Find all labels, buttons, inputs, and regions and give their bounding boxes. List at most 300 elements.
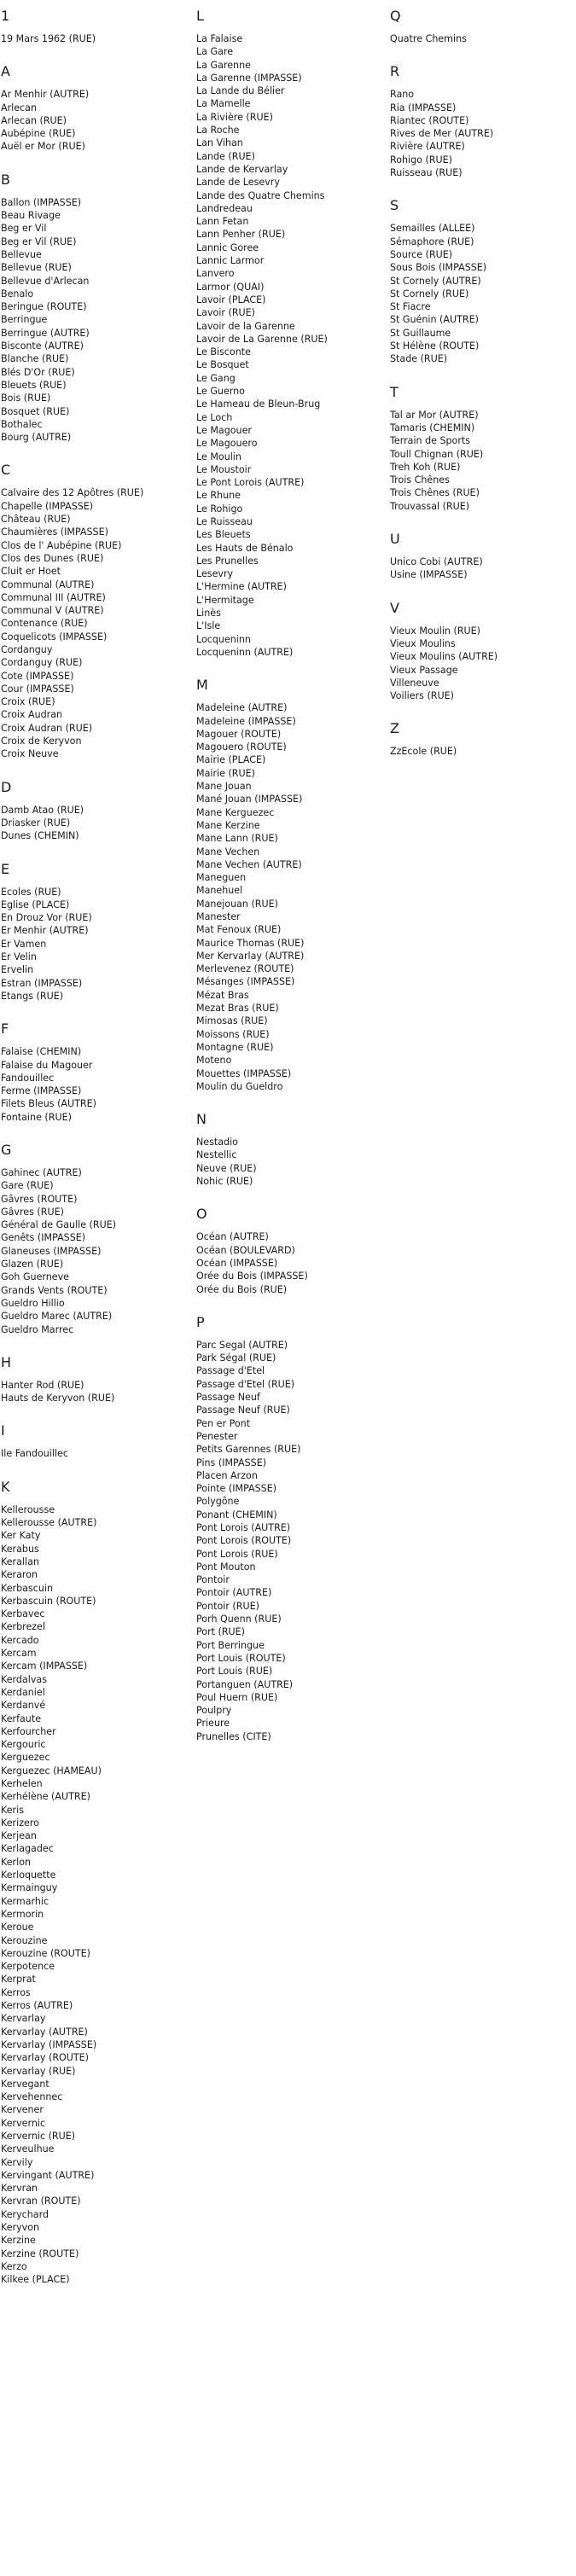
street-name: Contenance (RUE) — [1, 618, 88, 630]
street-name: ZzEcole (RUE) — [390, 746, 457, 758]
letter-section-a — [1, 64, 184, 153]
letter-section-p — [196, 1315, 380, 1743]
street-name: Maneguen — [196, 872, 247, 884]
street-name: Parc Segal (AUTRE) — [196, 1339, 288, 1351]
street-name: Gueldro Marrec — [1, 1323, 74, 1335]
street-name: Kerlon — [1, 1856, 32, 1868]
street-name: Dunes (CHEMIN) — [1, 830, 79, 842]
street-name: Passage Neuf — [196, 1392, 260, 1404]
letter-section-n — [196, 1112, 380, 1188]
street-name: Le Magouer — [196, 424, 252, 436]
street-name: Landredeau — [196, 202, 253, 214]
street-name: Chaumières (IMPASSE) — [1, 526, 108, 538]
street-name: Cour (IMPASSE) — [1, 683, 74, 695]
street-name: Ervelin — [1, 964, 34, 976]
street-name: Kerzine (ROUTE) — [1, 2247, 79, 2259]
street-name: Er Velin — [1, 951, 37, 963]
street-name: La Garenne (IMPASSE) — [196, 72, 302, 84]
street-name: Pont Lorois (AUTRE) — [196, 1521, 291, 1533]
section-letter-heading: Z — [390, 720, 399, 737]
street-name: Magouer (ROUTE) — [196, 728, 282, 740]
street-name: Ile Fandouillec — [1, 1448, 68, 1460]
street-name: Orée du Bois (RUE) — [196, 1283, 288, 1295]
street-name: Kerfourcher — [1, 1725, 56, 1737]
street-name: Aubépine (RUE) — [1, 128, 76, 140]
street-name: Kercado — [1, 1634, 39, 1646]
section-letter-heading: V — [390, 599, 399, 616]
street-name: Pont Mouton — [196, 1561, 256, 1573]
street-name: Bothalec — [1, 418, 43, 430]
street-name: Kerzo — [1, 2260, 27, 2272]
street-name: Pontoir (RUE) — [196, 1600, 259, 1612]
street-name: Locqueninn (AUTRE) — [196, 646, 294, 658]
street-index-column-3 — [390, 9, 573, 777]
street-name: Merlevenez (ROUTE) — [196, 963, 294, 975]
street-name: Fontaine (RUE) — [1, 1111, 72, 1123]
street-name: Ar Menhir (AUTRE) — [1, 89, 90, 101]
street-name: Portanguen (AUTRE) — [196, 1678, 294, 1690]
street-name: Le Hameau de Bleun-Brug — [196, 398, 321, 410]
street-name: Lande des Quatre Chemins — [196, 189, 325, 201]
street-name: Magouero (ROUTE) — [196, 741, 287, 753]
street-name: Kervernic (RUE) — [1, 2131, 76, 2142]
street-name: Océan (AUTRE) — [196, 1231, 269, 1243]
street-name: Kerbrezel — [1, 1621, 46, 1633]
street-name: St Cornely (AUTRE) — [390, 275, 481, 287]
street-name: Les Prunelles — [196, 555, 259, 567]
street-name: Croix (RUE) — [1, 696, 55, 708]
street-name: Trouvassal (RUE) — [390, 500, 470, 512]
street-name: Berringue — [1, 314, 48, 326]
street-name: Mésanges (IMPASSE) — [196, 976, 295, 988]
street-name: Kerbavec — [1, 1608, 45, 1620]
street-name: Trois Chênes — [390, 474, 450, 486]
street-name: Ferme (IMPASSE) — [1, 1085, 82, 1097]
street-name: Kervingant (AUTRE) — [1, 2169, 95, 2181]
street-name: Voiliers (RUE) — [390, 690, 454, 702]
street-name: Le Gang — [196, 372, 236, 384]
section-letter-heading: C — [1, 462, 11, 479]
street-name: St Fiacre — [390, 301, 431, 313]
letter-section-z — [390, 721, 573, 758]
street-name: Orée du Bois (IMPASSE) — [196, 1271, 308, 1282]
street-name: 19 Mars 1962 (RUE) — [1, 33, 96, 44]
street-name: Ballon (IMPASSE) — [1, 196, 82, 208]
street-name: Kervarlay (AUTRE) — [1, 2026, 88, 2038]
street-name: Lannic Larmor — [196, 255, 265, 267]
street-name: Rano — [390, 89, 415, 101]
street-name: Er Menhir (AUTRE) — [1, 925, 89, 937]
street-name: Kerros — [1, 1986, 31, 1998]
street-name: Ruisseau (RUE) — [390, 167, 463, 179]
street-name: Penester — [196, 1430, 238, 1442]
section-letter-heading: R — [390, 63, 400, 80]
street-name: Croix Audran — [1, 709, 63, 721]
street-name: Mane Lann (RUE) — [196, 833, 278, 845]
street-name: Glaneuses (IMPASSE) — [1, 1245, 102, 1257]
street-name: Le Pont Lorois (AUTRE) — [196, 477, 305, 489]
street-name: Kerveulhue — [1, 2143, 55, 2155]
street-name: Genêts (IMPASSE) — [1, 1232, 86, 1244]
section-letter-heading: I — [1, 1422, 5, 1439]
letter-section-c — [1, 462, 184, 760]
street-name: Kerfaute — [1, 1712, 42, 1724]
street-name: Kerguezec — [1, 1752, 50, 1764]
street-name: La Rivière (RUE) — [196, 111, 273, 123]
street-name: Kercam — [1, 1648, 37, 1660]
street-name: La Lande du Bélier — [196, 85, 285, 97]
street-name: Le Rhune — [196, 490, 241, 502]
street-name: Mimosas (RUE) — [196, 1015, 268, 1027]
street-name: Nestellic — [196, 1149, 237, 1161]
street-name: Montagne (RUE) — [196, 1041, 274, 1053]
street-name: Kerabus — [1, 1543, 39, 1555]
street-name: Bourg (AUTRE) — [1, 432, 72, 444]
street-name: Nohic (RUE) — [196, 1176, 253, 1188]
section-letter-heading: P — [196, 1313, 205, 1330]
street-name: Croix de Keryvon — [1, 736, 82, 747]
street-name: Etangs (RUE) — [1, 990, 64, 1002]
street-name: Blanche (RUE) — [1, 353, 69, 365]
section-letter-heading: O — [196, 1206, 207, 1223]
street-name: St Cornely (RUE) — [390, 288, 469, 299]
street-name: Kervehennec — [1, 2091, 63, 2103]
street-name: Kilkee (PLACE) — [1, 2274, 70, 2286]
street-name: Pontoir (AUTRE) — [196, 1587, 272, 1599]
street-name: Neuve (RUE) — [196, 1162, 257, 1174]
street-name: Madeleine (AUTRE) — [196, 702, 288, 714]
street-name: Kervarlay (RUE) — [1, 2065, 76, 2077]
street-name: Beau Rivage — [1, 210, 61, 222]
street-name: Port Louis (ROUTE) — [196, 1652, 286, 1664]
street-name: Kerhélène (AUTRE) — [1, 1791, 90, 1803]
street-name: Placen Arzon — [196, 1469, 258, 1481]
street-name: Beg er Vil (RUE) — [1, 236, 77, 247]
section-letter-heading: N — [196, 1111, 207, 1128]
street-name: Kervarlay (ROUTE) — [1, 2052, 90, 2064]
letter-section-o — [196, 1207, 380, 1295]
street-name: Chapelle (IMPASSE) — [1, 500, 94, 512]
street-name: Le Bisconte — [196, 346, 251, 358]
letter-section-r — [390, 64, 573, 179]
street-name: Le Ruisseau — [196, 515, 253, 527]
street-name: Berringue (AUTRE) — [1, 327, 90, 339]
street-name: Arlecan — [1, 102, 37, 113]
street-name: Prieure — [196, 1718, 230, 1730]
street-name: Lande (RUE) — [196, 150, 255, 162]
letter-section-e — [1, 862, 184, 1003]
street-name: L'Hermitage — [196, 594, 254, 606]
section-letter-heading: G — [1, 1142, 12, 1158]
street-name: Kerdalvas — [1, 1673, 47, 1685]
street-name: La Falaise — [196, 33, 243, 44]
street-name: Le Magouero — [196, 438, 258, 450]
street-name: Gâvres (ROUTE) — [1, 1193, 78, 1205]
street-name: La Garenne — [196, 59, 251, 71]
street-name: Rivière (AUTRE) — [390, 141, 465, 153]
street-name: Manehuel — [196, 885, 243, 897]
street-name: Ria (IMPASSE) — [390, 102, 457, 113]
street-name: Mane Vechen — [196, 846, 260, 858]
letter-section-h — [1, 1355, 184, 1405]
street-name: Lan Vihan — [196, 137, 243, 149]
street-name: Kerloquette — [1, 1869, 56, 1881]
street-name: Château (RUE) — [1, 514, 71, 526]
street-name: Kermarhic — [1, 1895, 49, 1907]
street-name: Damb Atao (RUE) — [1, 804, 84, 816]
street-name: Passage d'Etel (RUE) — [196, 1378, 295, 1390]
street-name: Kerguezec (HAMEAU) — [1, 1765, 102, 1776]
section-letter-heading: S — [390, 197, 399, 214]
street-name: St Guénin (AUTRE) — [390, 314, 479, 326]
street-name: Vieux Moulins (AUTRE) — [390, 651, 498, 663]
street-name: Clos de l' Aubépine (RUE) — [1, 539, 122, 551]
street-name: Passage d'Etel — [196, 1365, 265, 1377]
street-name: Gahinec (AUTRE) — [1, 1167, 82, 1178]
section-letter-heading: H — [1, 1353, 12, 1370]
street-name: Toull Chignan (RUE) — [390, 448, 484, 460]
street-name: Quatre Chemins — [390, 33, 467, 44]
section-letter-heading: U — [390, 531, 400, 548]
street-name: Grands Vents (ROUTE) — [1, 1284, 108, 1296]
street-name: Semailles (ALLEE) — [390, 223, 475, 235]
street-name: Mane Kerzine — [196, 819, 260, 831]
street-name: Pins (IMPASSE) — [196, 1457, 267, 1468]
letter-section-q — [390, 9, 573, 45]
street-name: Kerpotence — [1, 1961, 55, 1973]
street-name: Madeleine (IMPASSE) — [196, 715, 296, 727]
street-name: Prunelles (CITE) — [196, 1730, 271, 1742]
street-name: Kerallan — [1, 1555, 39, 1567]
street-name: Riantec (ROUTE) — [390, 114, 469, 126]
street-name: Cluit er Hoet — [1, 566, 61, 578]
street-name: Pont Lorois (RUE) — [196, 1548, 278, 1560]
street-name: La Roche — [196, 125, 240, 137]
street-name: Bleuets (RUE) — [1, 379, 67, 391]
section-letter-heading: B — [1, 171, 10, 188]
street-name: Treh Koh (RUE) — [390, 461, 461, 473]
street-name: Mezat Bras (RUE) — [196, 1003, 279, 1015]
street-name: Source (RUE) — [390, 248, 453, 260]
street-name: Bellevue — [1, 248, 42, 260]
street-name: Océan (IMPASSE) — [196, 1257, 278, 1269]
street-name: Blés D'Or (RUE) — [1, 366, 75, 378]
street-name: Petits Garennes (RUE) — [196, 1444, 301, 1456]
street-name: Rives de Mer (AUTRE) — [390, 128, 494, 140]
street-name: Kerhelen — [1, 1777, 43, 1789]
street-name: Communal III (AUTRE) — [1, 591, 106, 603]
section-letter-heading: E — [1, 860, 10, 877]
street-name: Keryvon — [1, 2222, 40, 2234]
street-name: Croix Audran (RUE) — [1, 722, 93, 734]
street-name: Kervran (ROUTE) — [1, 2195, 81, 2207]
street-name: Polygône — [196, 1496, 240, 1508]
street-name: Linès — [196, 608, 221, 619]
street-name: Kellerousse (AUTRE) — [1, 1517, 97, 1529]
street-name: Kerjean — [1, 1830, 37, 1842]
street-name: Lavoir de la Garenne — [196, 320, 295, 332]
street-name: Sous Bois (IMPASSE) — [390, 262, 487, 274]
section-letter-heading: M — [196, 677, 208, 694]
street-name: Driasker (RUE) — [1, 817, 71, 829]
street-name: Trois Chênes (RUE) — [390, 487, 480, 499]
street-name: Mer Kervarlay (AUTRE) — [196, 950, 305, 962]
street-name: Benalo — [1, 288, 34, 299]
street-name: Mairie (RUE) — [196, 767, 255, 779]
street-name: L'Hermine (AUTRE) — [196, 581, 287, 593]
section-letter-heading: L — [196, 8, 204, 24]
street-name: Gare (RUE) — [1, 1180, 54, 1192]
street-name: Auël er Mor (RUE) — [1, 141, 85, 153]
street-name: Cote (IMPASSE) — [1, 670, 74, 682]
street-name: Général de Gaulle (RUE) — [1, 1219, 117, 1231]
street-name: La Mamelle — [196, 98, 251, 110]
street-name: Lavoir de La Garenne (RUE) — [196, 333, 328, 345]
street-name: Kerouzine — [1, 1934, 48, 1946]
street-name: Maurice Thomas (RUE) — [196, 937, 305, 949]
street-name: Le Guerno — [196, 386, 245, 398]
street-name: Mane Vechen (AUTRE) — [196, 858, 302, 870]
street-name: Kervarlay — [1, 2013, 46, 2025]
street-name: Lann Fetan — [196, 216, 249, 228]
street-name: Beringue (ROUTE) — [1, 301, 87, 313]
street-name: Ecoles (RUE) — [1, 886, 61, 898]
street-name: Coquelicots (IMPASSE) — [1, 631, 108, 643]
street-name: Falaise du Magouer — [1, 1059, 93, 1071]
street-name: Calvaire des 12 Apôtres (RUE) — [1, 487, 144, 499]
street-name: Stade (RUE) — [390, 353, 448, 365]
street-name: Mané Jouan (IMPASSE) — [196, 794, 303, 805]
street-name: Le Bosquet — [196, 359, 249, 371]
street-name: Kerros (AUTRE) — [1, 2000, 73, 2012]
street-name: Kervily — [1, 2156, 33, 2168]
street-name: Estran (IMPASSE) — [1, 977, 83, 989]
street-name: Larmor (QUAI) — [196, 281, 265, 293]
street-name: Rohigo (RUE) — [390, 154, 452, 166]
letter-section-k — [1, 1480, 184, 2287]
street-name: Unico Cobi (AUTRE) — [390, 556, 483, 568]
street-name: Eglise (PLACE) — [1, 898, 70, 910]
street-name: St Hélène (ROUTE) — [390, 340, 480, 352]
street-name: Le Moustoir — [196, 463, 252, 475]
street-name: Fandouillec — [1, 1072, 55, 1084]
street-name: Glazen (RUE) — [1, 1259, 64, 1271]
street-name: Bellevue d'Arlecan — [1, 275, 90, 287]
street-name: Mézat Bras — [196, 989, 249, 1001]
street-name: Les Bleuets — [196, 529, 251, 541]
letter-section-b — [1, 172, 184, 445]
section-letter-heading: D — [1, 778, 12, 795]
street-name: Kerdanvé — [1, 1700, 46, 1712]
street-name: Porh Quenn (RUE) — [196, 1614, 282, 1625]
letter-section-s — [390, 198, 573, 365]
street-name: Lande de Lesevry — [196, 177, 280, 189]
section-letter-heading: K — [1, 1478, 10, 1495]
street-name: Kermainguy — [1, 1882, 58, 1894]
letter-section-v — [390, 601, 573, 703]
street-name: Vieux Passage — [390, 664, 458, 676]
street-name: Les Hauts de Bénalo — [196, 542, 294, 554]
street-name: Mairie (PLACE) — [196, 754, 266, 766]
street-name: Ker Katy — [1, 1530, 41, 1542]
street-name: Kerprat — [1, 1974, 36, 1986]
street-name: L'Isle — [196, 620, 221, 632]
letter-section-g — [1, 1143, 184, 1336]
street-name: Lannic Goree — [196, 241, 259, 253]
street-name: Pen er Pont — [196, 1417, 251, 1429]
street-name: Kervener — [1, 2104, 44, 2116]
street-name: Ponant (CHEMIN) — [196, 1509, 277, 1521]
street-name: Port (RUE) — [196, 1626, 246, 1638]
street-name: Kervran — [1, 2183, 38, 2195]
street-name: Lande de Kervarlay — [196, 163, 288, 175]
street-name: Croix Neuve — [1, 748, 59, 760]
street-name: Kervegant — [1, 2078, 49, 2090]
street-index-column-2 — [196, 9, 380, 1762]
street-name: St Guillaume — [390, 327, 451, 339]
street-name: Pontoir — [196, 1574, 230, 1586]
street-name: Keraron — [1, 1569, 38, 1581]
street-name: Bosquet (RUE) — [1, 405, 70, 417]
street-name: Mouettes (IMPASSE) — [196, 1067, 292, 1079]
street-name: Kerzine — [1, 2235, 36, 2247]
street-name: Le Rohigo — [196, 503, 243, 515]
street-index-column-1 — [1, 9, 184, 2306]
street-name: Manejouan (RUE) — [196, 898, 278, 910]
street-name: Communal (AUTRE) — [1, 579, 95, 590]
street-name: Kerbascuin (ROUTE) — [1, 1595, 96, 1607]
street-name: Vieux Moulins — [390, 637, 456, 649]
section-letter-heading: Q — [390, 8, 401, 24]
street-name: Pointe (IMPASSE) — [196, 1483, 277, 1495]
letter-section-f — [1, 1021, 184, 1124]
street-name: Keroue — [1, 1922, 34, 1933]
street-name: Le Loch — [196, 411, 233, 423]
street-name: Vieux Moulin (RUE) — [390, 625, 480, 637]
street-name: Lesevry — [196, 568, 234, 580]
street-name: Gueldro Marec (AUTRE) — [1, 1311, 113, 1323]
street-name: Hauts de Keryvon (RUE) — [1, 1393, 115, 1404]
street-name: Pont Lorois (ROUTE) — [196, 1535, 292, 1547]
street-name: Lann Penher (RUE) — [196, 229, 286, 241]
letter-section-d — [1, 780, 184, 843]
street-name: Park Ségal (RUE) — [196, 1352, 276, 1364]
street-name: Kermorin — [1, 1908, 44, 1920]
section-letter-heading: 1 — [1, 8, 10, 24]
street-name: Beg er Vil — [1, 223, 47, 235]
street-name: Kergouric — [1, 1739, 46, 1751]
letter-section-m — [196, 677, 380, 1093]
street-name: Kellerousse — [1, 1503, 55, 1515]
street-name: Kerdaniel — [1, 1686, 45, 1698]
street-name: La Gare — [196, 46, 234, 58]
street-name: Port Louis (RUE) — [196, 1666, 273, 1678]
street-name: Arlecan (RUE) — [1, 114, 67, 126]
letter-section-1 — [1, 9, 184, 45]
letter-section-l — [196, 9, 380, 659]
street-name: Le Moulin — [196, 451, 241, 462]
street-name: Filets Bleus (AUTRE) — [1, 1098, 96, 1110]
street-name: Kerouzine (ROUTE) — [1, 1947, 90, 1959]
street-name: Er Vamen — [1, 938, 47, 950]
street-name: Poul Huern (RUE) — [196, 1691, 278, 1703]
street-name: Lavoir (RUE) — [196, 307, 255, 319]
street-name: Kerlagadec — [1, 1843, 54, 1855]
street-name: Mane Kerguezec — [196, 806, 275, 818]
street-name: Cordanguy — [1, 643, 53, 655]
section-letter-heading: A — [1, 63, 10, 80]
street-name: Port Berringue — [196, 1639, 265, 1651]
